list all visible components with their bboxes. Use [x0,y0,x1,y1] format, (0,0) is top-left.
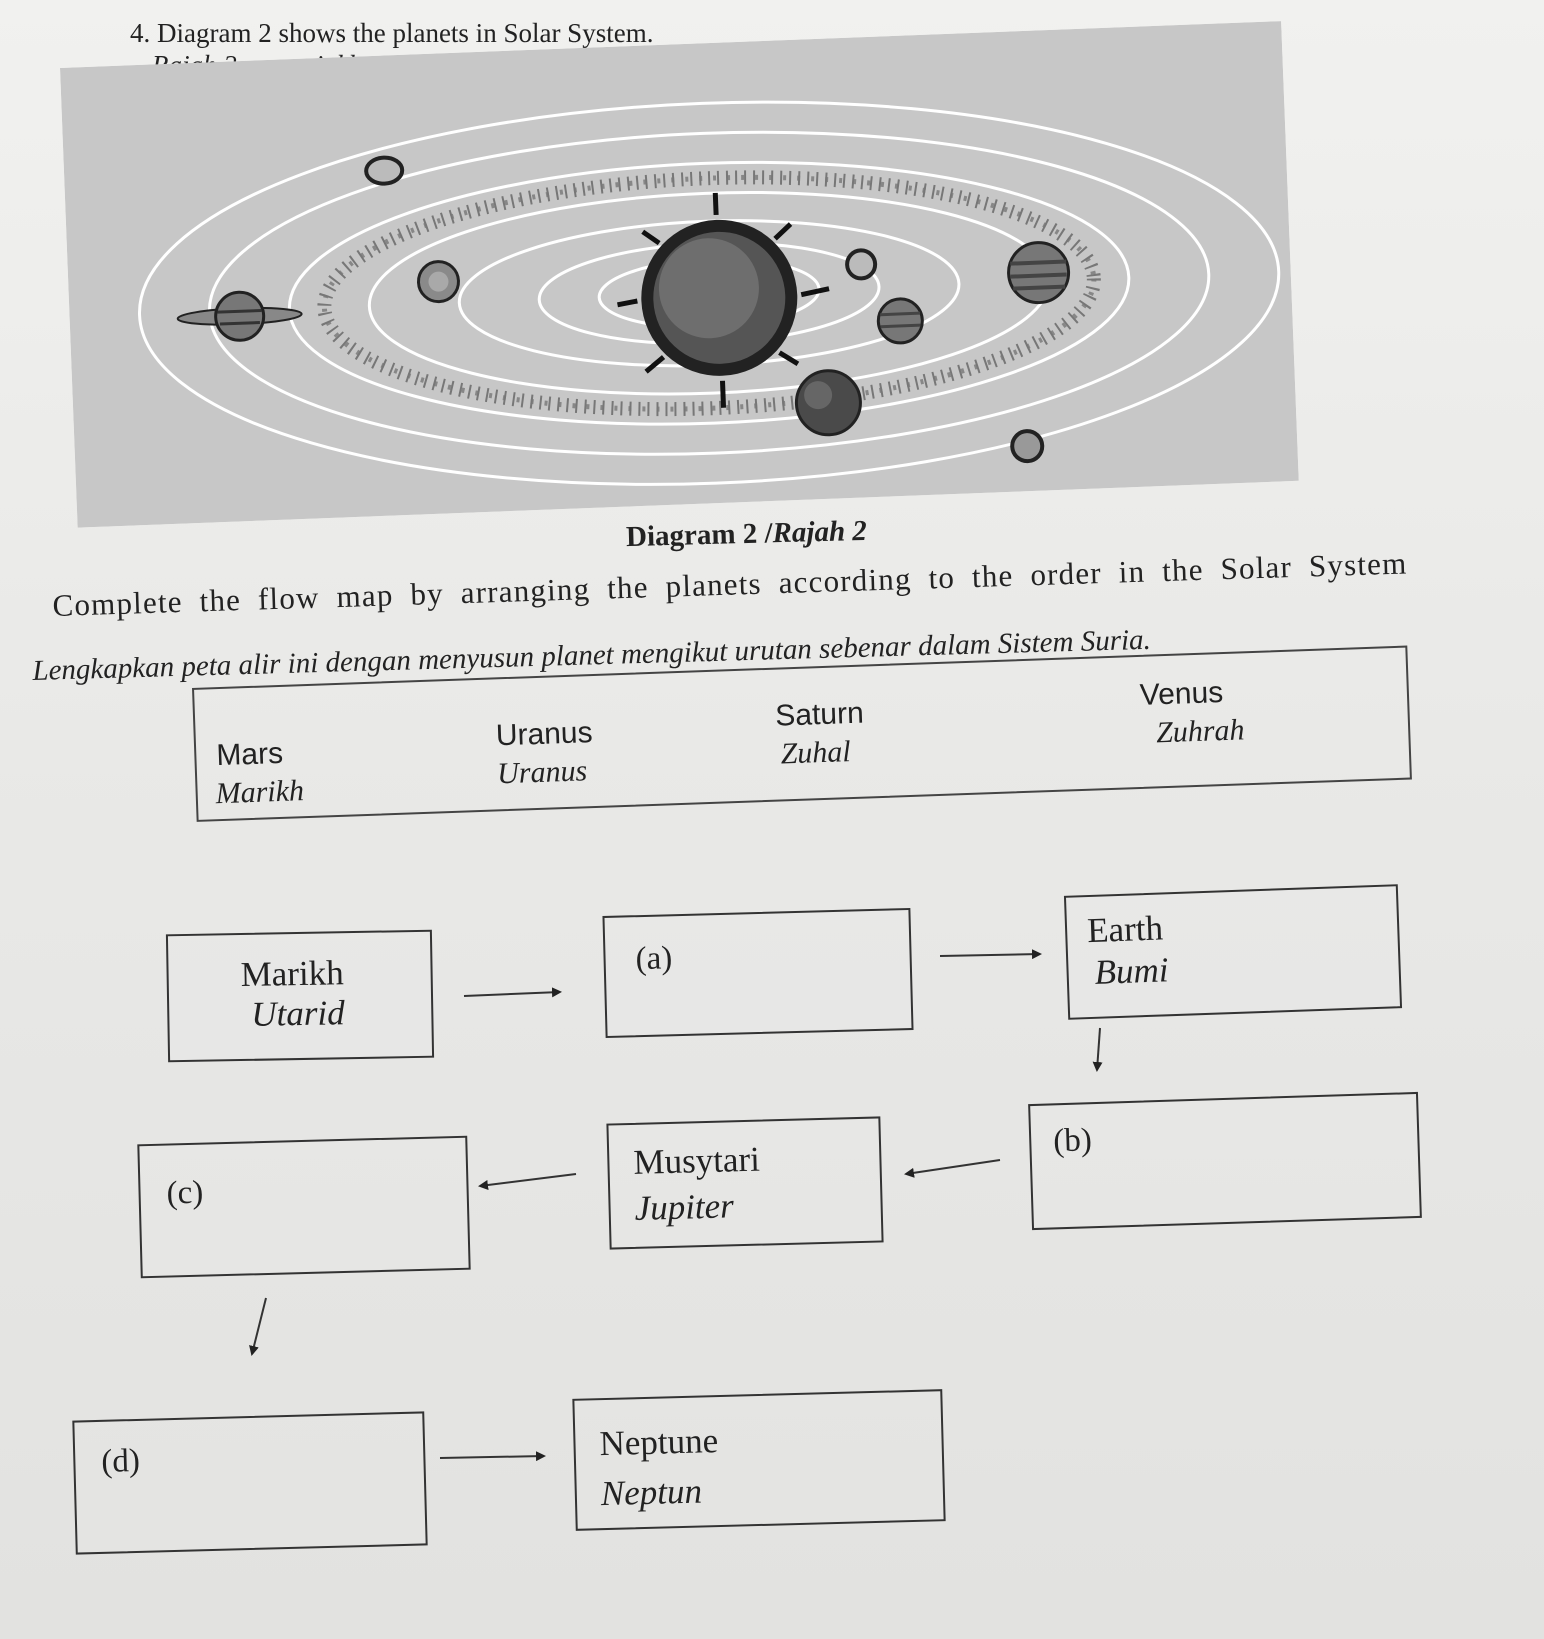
flow-box-text: Earth [1086,908,1164,951]
arrow-left-icon [906,1160,1000,1174]
word-bank-item-ms: Zuhal [780,735,852,771]
flow-box-text: Neptun [600,1471,703,1514]
answer-label-d: (d) [100,1442,141,1480]
instruction-ms: Lengkapkan peta alir ini dengan menyusun planet mengikut urutan sebenar dalam Sistem Suria. [32,623,1152,687]
flow-box-text: Marikh [240,953,344,995]
flow-box-text: Utarid [250,993,345,1034]
word-bank-item-en: Uranus [495,716,594,753]
word-bank-item-en: Venus [1139,676,1224,712]
flow-box-text: Bumi [1093,950,1170,992]
word-bank-item-en: Saturn [774,696,865,733]
arrow-left-icon [480,1174,576,1186]
word-bank-item-ms: Marikh [215,774,305,811]
arrow-down-icon [1097,1028,1100,1070]
flow-box-text: Musytari [632,1139,761,1182]
answer-label-b: (b) [1052,1122,1093,1160]
answer-label-c: (c) [166,1174,204,1212]
caption-en: Diagram 2 / [625,517,773,554]
arrow-right-icon [440,1456,544,1458]
instruction-en: Complete the flow map by arranging the planets according to the order in the Solar System [52,545,1408,623]
flow-box-text: Neptune [599,1421,719,1464]
word-bank-item-ms: Zuhrah [1155,713,1246,750]
question-number: 4. [130,18,151,48]
question-statement-en: Diagram 2 shows the planets in Solar System. [157,18,654,48]
word-bank-item-ms: Uranus [496,754,588,791]
answer-label-a: (a) [635,940,673,978]
arrow-right-icon [940,954,1040,956]
flow-box-text: Jupiter [634,1186,735,1228]
arrow-down-icon [252,1298,266,1354]
arrow-right-icon [464,992,560,996]
caption-ms: Rajah 2 [772,514,868,550]
word-bank-item-en: Mars [215,736,284,773]
